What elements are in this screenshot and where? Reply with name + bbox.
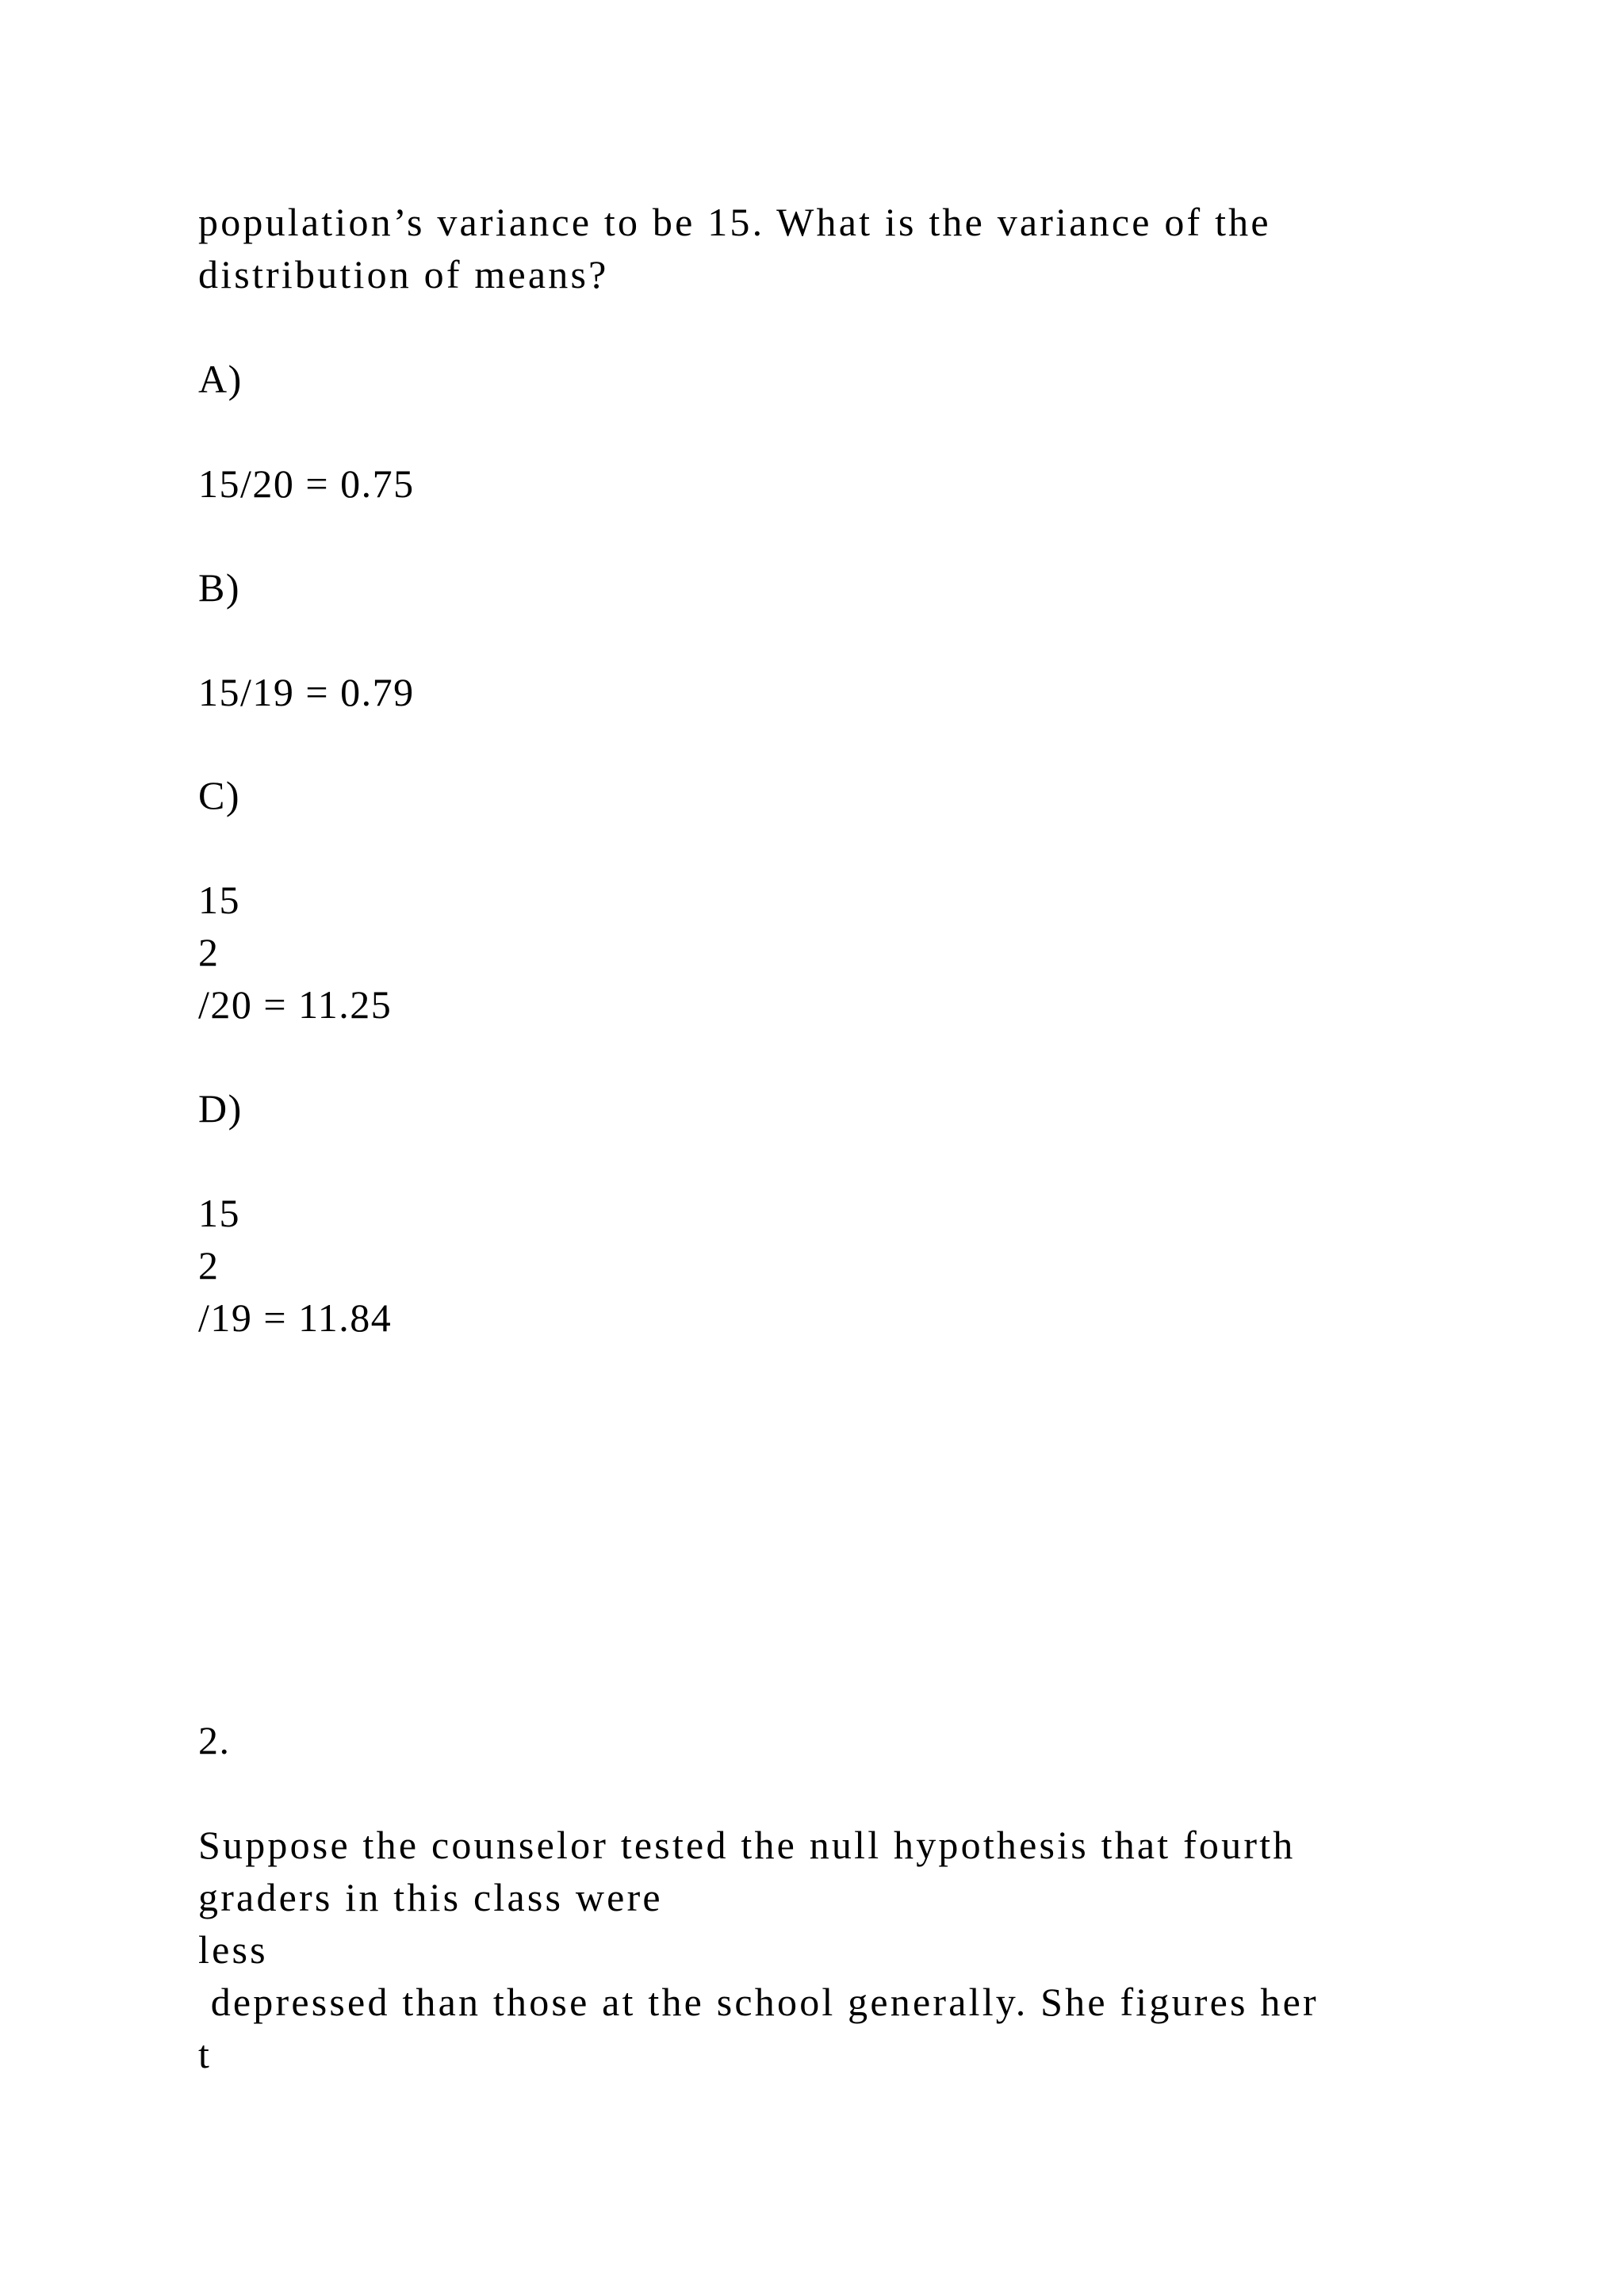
option-d-line-1: 15 xyxy=(198,1191,240,1235)
question1-stem-line-1: population’s variance to be 15. What is the variance of the xyxy=(198,200,1271,244)
option-d-line-2: 2 xyxy=(198,1243,220,1288)
option-a-answer: 15/20 = 0.75 xyxy=(198,461,415,506)
option-d-letter: D) xyxy=(198,1086,243,1131)
option-c-letter: C) xyxy=(198,773,240,817)
question2-line-1: Suppose the counselor tested the null hypothesis that fourth xyxy=(198,1823,1296,1867)
question2-line-2: graders in this class were xyxy=(198,1875,663,1919)
question1-stem-line-2: distribution of means? xyxy=(198,252,609,297)
option-b-answer: 15/19 = 0.79 xyxy=(198,670,415,714)
option-c-line-2: 2 xyxy=(198,930,220,974)
option-b-letter: B) xyxy=(198,565,240,610)
question2-line-4: depressed than those at the school generally. She figures her xyxy=(198,1980,1319,2024)
option-d-line-3: /19 = 11.84 xyxy=(198,1295,393,1340)
option-a-letter: A) xyxy=(198,357,243,401)
question2-line-5: t xyxy=(198,2032,213,2076)
question2-line-3: less xyxy=(198,1927,268,1972)
option-c-line-1: 15 xyxy=(198,878,240,922)
question2-number: 2. xyxy=(198,1718,231,1762)
option-c-line-3: /20 = 11.25 xyxy=(198,982,393,1027)
